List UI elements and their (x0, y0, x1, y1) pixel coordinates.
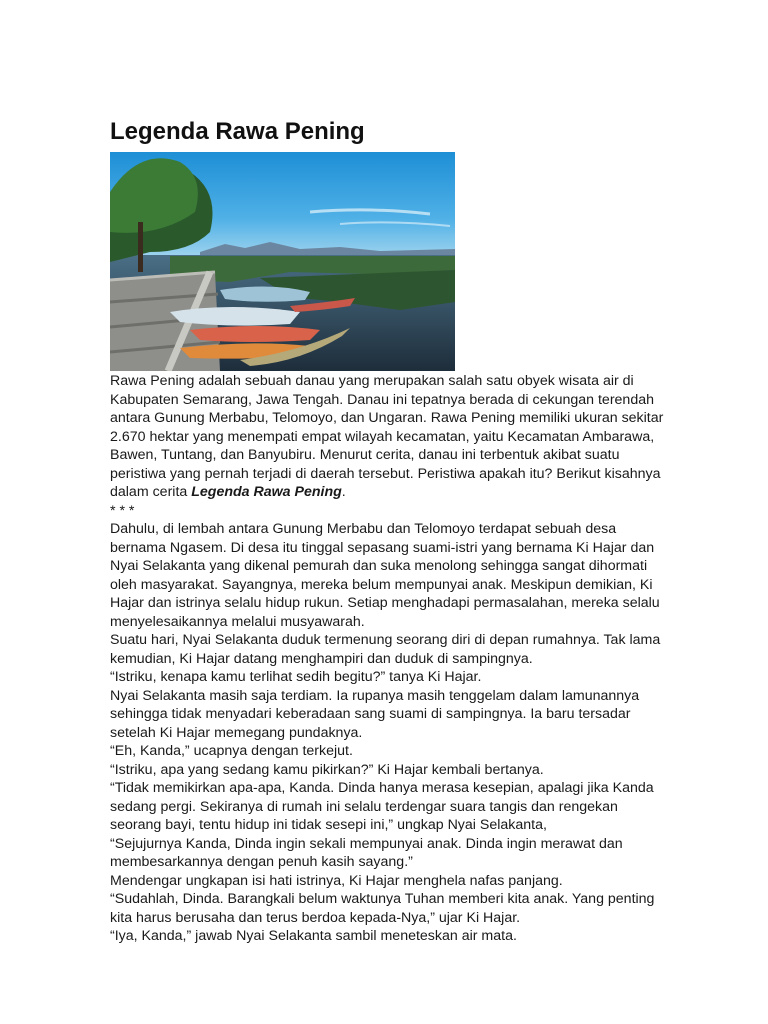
paragraph: Nyai Selakanta masih saja terdiam. Ia rupanya masih tenggelam dalam lamunannya sehingga tidak menyadari keberadaan sang suami di sampingnya. Ia baru tersadar setelah Ki Hajar memegang pundaknya. (110, 687, 640, 741)
section-divider: * * * (110, 502, 135, 519)
paragraph-intro (110, 372, 670, 502)
paragraph: Dahulu, di lembah antara Gunung Merbabu dan Telomoyo terdapat sebuah desa bernama Ngasem. Di desa itu tinggal sepasang suami-istri yang bernama Ki Hajar dan Nyai Selakanta yang dikenal pemurah dan suka menolong sehingga sangat dihormati oleh masyarakat. Sayangnya, mereka belum mempunyai anak. Meskipun demikian, Ki Hajar dan istrinya selalu hidup rukun. Setiap menghadapi permasalahan, mereka selalu menyelesaikannya melalui musyawarah. (110, 521, 660, 630)
lake-photo (110, 152, 455, 371)
paragraph: “Sejujurnya Kanda, Dinda ingin sekali mempunyai anak. Dinda ingin merawat dan membesarkannya dengan penuh kasih sayang.” (110, 835, 623, 870)
intro-end: . (341, 484, 346, 500)
paragraph: “Istriku, kenapa kamu terlihat sedih begitu?” tanya Ki Hajar. (110, 669, 482, 685)
paragraph: “Eh, Kanda,” ucapnya dengan terkejut. (110, 743, 353, 759)
intro-text: Rawa Pening adalah sebuah danau yang merupakan salah satu obyek wisata air di Kabupaten Semarang, Jawa Tengah. Danau ini tepatnya berada di cekungan terendah antara Gunung Merbabu, Telomoyo, dan Ungaran. Rawa Pening memiliki ukuran sekitar 2.670 hektar yang menempati empat wilayah kecamatan, yaitu Kecamatan Ambarawa, Bawen, Tuntang, dan Banyubiru. Menurut cerita, danau ini terbentuk akibat suatu peristiwa yang pernah terjadi di daerah tersebut. Peristiwa apakah itu? Berikut kisahnya dalam cerita (110, 373, 664, 500)
paragraph: “Istriku, apa yang sedang kamu pikirkan?” Ki Hajar kembali bertanya. (110, 761, 544, 778)
paragraph: “Iya, Kanda,” jawab Nyai Selakanta sambil meneteskan air mata. (110, 928, 517, 944)
article-body (110, 372, 670, 946)
paragraph: “Sudahlah, Dinda. Barangkali belum waktunya Tuhan memberi kita anak. Yang penting kita harus berusaha dan terus berdoa kepada-Nya,” ujar Ki Hajar. (110, 891, 655, 926)
paragraph: “Tidak memikirkan apa-apa, Kanda. Dinda hanya merasa kesepian, apalagi jika Kanda sedang pergi. Sekiranya di rumah ini selalu terdengar suara tangis dan rengekan seorang bayi, tentu hidup ini tidak sesepi ini,” ungkap Nyai Selakanta, (110, 780, 654, 833)
paragraph: Mendengar ungkapan isi hati istrinya, Ki Hajar menghela nafas panjang. (110, 872, 563, 889)
paragraph: Suatu hari, Nyai Selakanta duduk termenung seorang diri di depan rumahnya. Tak lama kemudian, Ki Hajar datang menghampiri dan duduk di sampingnya. (110, 632, 661, 667)
page-title: Legenda Rawa Pening (110, 118, 365, 145)
intro-emphasis: Legenda Rawa Pening (191, 484, 342, 500)
